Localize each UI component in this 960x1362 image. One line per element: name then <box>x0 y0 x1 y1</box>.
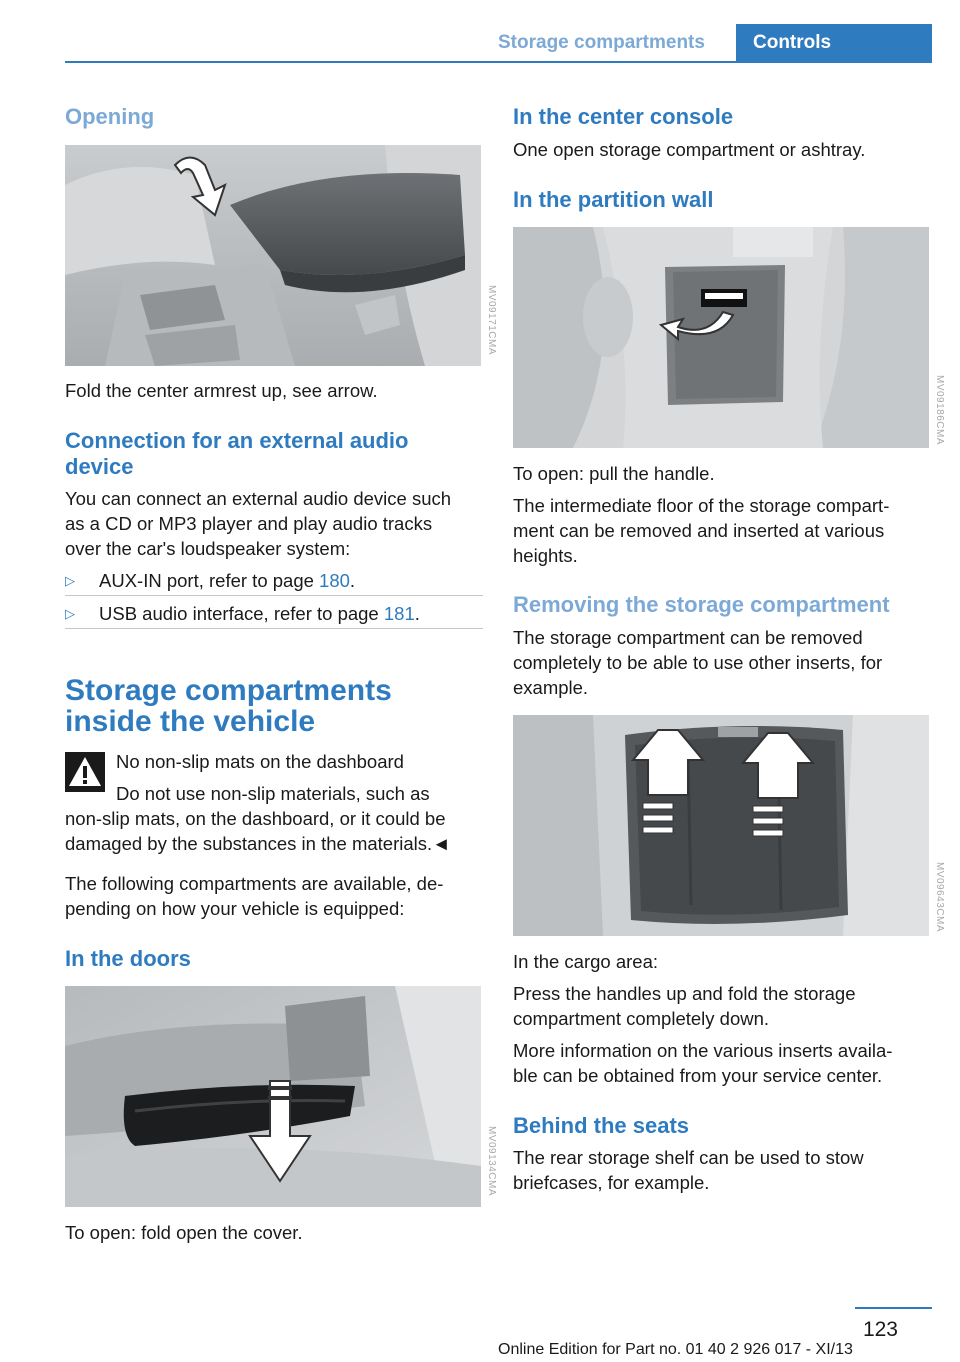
bullet-divider <box>65 595 483 596</box>
partition-text1: To open: pull the handle. <box>513 463 715 484</box>
partition-wall-illustration <box>513 227 929 448</box>
opening-heading: Opening <box>65 104 155 129</box>
audio-paragraph-line2: as a CD or MP3 player and play audio tracks <box>65 513 433 534</box>
chapter-tab <box>736 24 932 62</box>
removing-line3: example. <box>513 677 589 698</box>
cargo-text1: In the cargo area: <box>513 951 659 972</box>
seats-heading: Behind the seats <box>513 1113 690 1138</box>
cargo-text3-line2: ble can be obtained from your service center. <box>513 1065 883 1086</box>
partition-text2-line3: heights. <box>513 545 578 566</box>
image-code: MV09643CMA <box>934 862 945 933</box>
doors-heading: In the doors <box>65 946 191 971</box>
bullet-marker-icon: ▷ <box>65 573 75 588</box>
removing-line1: The storage compartment can be removed <box>513 627 863 648</box>
partition-heading: In the partition wall <box>513 187 714 212</box>
bullet-marker-icon: ▷ <box>65 606 75 621</box>
cargo-text2-line1: Press the handles up and fold the storage <box>513 983 856 1004</box>
warning-line2: non-slip mats, on the dashboard, or it could be <box>65 808 446 829</box>
console-heading: In the center console <box>513 104 734 129</box>
image-code: MV09171CMA <box>486 285 497 356</box>
bullet-end: . <box>349 570 356 591</box>
following-line2: pending on how your vehicle is equipped: <box>65 898 405 919</box>
console-text: One open storage compartment or ashtray. <box>513 139 866 160</box>
audio-heading-line2: device <box>65 454 134 479</box>
doors-text: To open: fold open the cover. <box>65 1222 303 1243</box>
edition-footer: Online Edition for Part no. 01 40 2 926 017 - XI/13 <box>498 1341 853 1358</box>
bullet-text: AUX-IN port, refer to page <box>99 570 320 591</box>
storage-heading-line2: inside the vehicle <box>65 705 316 738</box>
cargo-compartment-illustration <box>513 715 929 936</box>
header-rule <box>65 61 932 63</box>
bullet-text: USB audio interface, refer to page <box>99 603 384 624</box>
audio-paragraph-line1: You can connect an external audio device such <box>65 488 452 509</box>
seats-line1: The rear storage shelf can be used to stow <box>513 1147 864 1168</box>
partition-text2-line2: ment can be removed and inserted at various <box>513 520 885 541</box>
audio-heading-line1: Connection for an external audio <box>65 428 409 453</box>
seats-line2: briefcases, for example. <box>513 1172 710 1193</box>
image-code: MV09134CMA <box>486 1126 497 1197</box>
page-link-180[interactable]: 180 <box>319 570 350 591</box>
warning-line1: Do not use non-slip materials, such as <box>116 783 430 804</box>
page-link-181[interactable]: 181 <box>383 603 415 624</box>
bullet-divider <box>65 628 483 629</box>
cargo-text3-line1: More information on the various inserts availa- <box>513 1040 893 1061</box>
image-code: MV09186CMA <box>934 375 945 446</box>
running-header-section: Storage compartments <box>498 32 705 53</box>
following-line1: The following compartments are available, de- <box>65 873 444 894</box>
warning-title: No non-slip mats on the dashboard <box>116 751 404 772</box>
page-number: 123 <box>862 1318 898 1341</box>
chapter-tab-label: Controls <box>753 32 832 53</box>
armrest-illustration <box>65 145 481 366</box>
cargo-text2-line2: compartment completely down. <box>513 1008 770 1029</box>
removing-line2: completely to be able to use other inserts, for <box>513 652 883 673</box>
opening-text: Fold the center armrest up, see arrow. <box>65 380 378 401</box>
audio-paragraph-line3: over the car's loudspeaker system: <box>65 538 351 559</box>
removing-heading: Removing the storage compartment <box>513 592 890 617</box>
footer-rule <box>855 1307 932 1309</box>
partition-text2-line1: The intermediate floor of the storage compart- <box>513 495 890 516</box>
warning-triangle-icon <box>65 752 105 792</box>
bullet-end: . <box>414 603 420 624</box>
warning-line3: damaged by the substances in the materials.◄ <box>65 833 451 854</box>
door-pocket-illustration <box>65 986 481 1207</box>
storage-heading-line1: Storage compartments <box>65 674 392 707</box>
